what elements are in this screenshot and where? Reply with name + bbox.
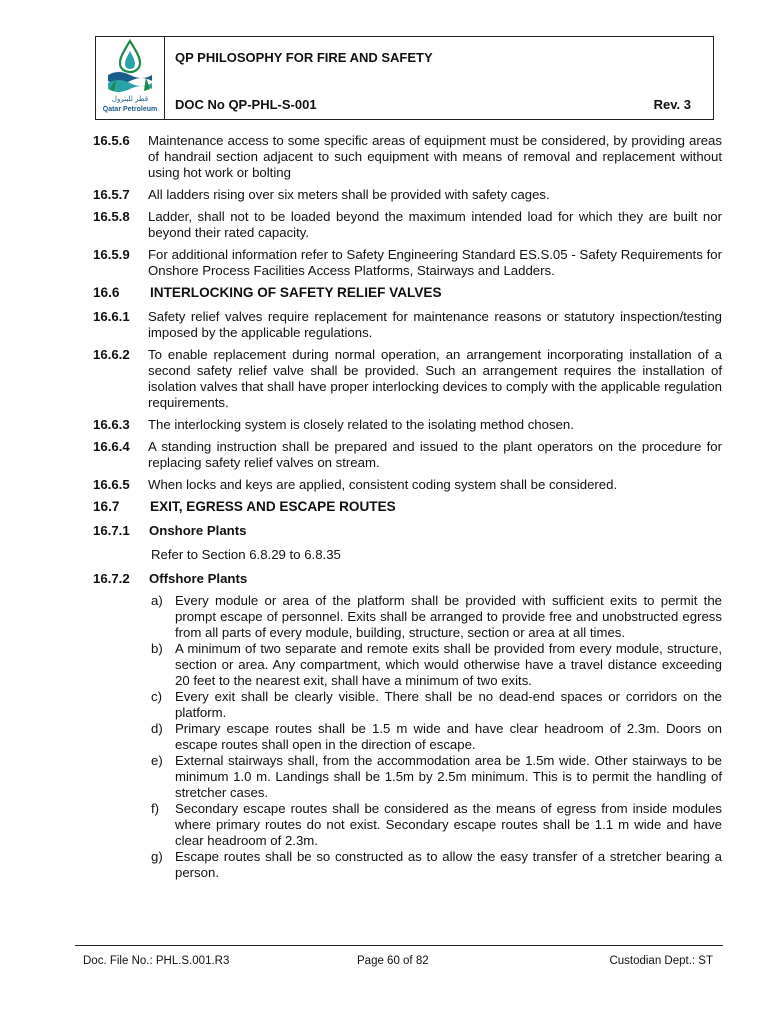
list-text: Every exit shall be clearly visible. There shall be no dead-end spaces or corridors on the platform. xyxy=(175,689,722,720)
footer-file-number: Doc. File No.: PHL.S.001.R3 xyxy=(83,955,230,967)
subsection-number: 16.7.2 xyxy=(93,571,130,586)
list-item xyxy=(151,641,722,689)
clause-16-5-9 xyxy=(93,247,722,279)
list-label: a) xyxy=(151,593,163,608)
footer-custodian: Custodian Dept.: ST xyxy=(609,955,713,967)
clause-number: 16.5.6 xyxy=(93,133,130,148)
clause-text: The interlocking system is closely related to the isolating method chosen. xyxy=(148,417,574,432)
clause-number: 16.6.3 xyxy=(93,417,130,432)
list-label: g) xyxy=(151,849,163,864)
clause-number: 16.5.7 xyxy=(93,187,130,202)
clause-text: Safety relief valves require replacement for maintenance reasons or statutory inspection/testing imposed by the applicable regulations. xyxy=(148,309,722,340)
clause-text: To enable replacement during normal operation, an arrangement incorporating installation of a second safety relief valve shall be provided. Such an arrangement requires the installation of isolation valves that shall have proper interlocking devices to comply with the applicable regulation requirements. xyxy=(148,347,722,410)
document-title: QP PHILOSOPHY FOR FIRE AND SAFETY xyxy=(175,50,433,65)
list-text: Every module or area of the platform shall be provided with sufficient exits to permit the prompt escape of personnel. Exits shall be arranged to provide free and unobstructed egress from all parts of every module, building, structure, section or area at all times. xyxy=(175,593,722,640)
logo-arabic-text: قطر للبترول xyxy=(111,95,149,103)
list-item xyxy=(151,593,722,641)
document-body xyxy=(93,133,722,881)
list-text: Primary escape routes shall be 1.5 m wide and have clear headroom of 2.3m. Doors on escape routes shall open in the direction of escape. xyxy=(175,721,722,752)
list-item xyxy=(151,721,722,753)
clause-16-6-5 xyxy=(93,477,722,493)
clause-16-5-6 xyxy=(93,133,722,181)
clause-16-6-1 xyxy=(93,309,722,341)
clause-text: For additional information refer to Safety Engineering Standard ES.S.05 - Safety Requirements for Onshore Process Facilities Access Platforms, Stairways and Ladders. xyxy=(148,247,722,278)
clause-number: 16.6.4 xyxy=(93,439,130,454)
offshore-requirements-list xyxy=(151,593,722,881)
clause-16-6-4 xyxy=(93,439,722,471)
clause-text: All ladders rising over six meters shall be provided with safety cages. xyxy=(148,187,550,202)
qatar-petroleum-logo-icon xyxy=(100,39,160,97)
clause-text: Maintenance access to some specific areas of equipment must be considered, by providing areas of handrail section adjacent to such equipment with means of removal and replacement without using hot work or bolting xyxy=(148,133,722,180)
document-number: DOC No QP-PHL-S-001 xyxy=(175,97,317,112)
section-title: EXIT, EGRESS AND ESCAPE ROUTES xyxy=(150,499,396,514)
list-label: d) xyxy=(151,721,163,736)
subsection-number: 16.7.1 xyxy=(93,523,130,538)
logo-english-text: Qatar Petroleum xyxy=(102,106,158,113)
list-text: A minimum of two separate and remote exits shall be provided from every module, structure, section or area. Any compartment, which would otherwise have a travel distance exceeding 20 feet to the nearest exit, shall have a minimum of two exits. xyxy=(175,641,722,688)
subsection-heading-16-7-2 xyxy=(93,571,722,587)
reference-note: Refer to Section 6.8.29 to 6.8.35 xyxy=(151,547,341,562)
section-number: 16.7 xyxy=(93,499,120,514)
list-item xyxy=(151,753,722,801)
list-label: e) xyxy=(151,753,163,768)
list-text: Secondary escape routes shall be considered as the means of egress from inside modules where primary routes do not exist. Secondary escape routes shall be 1.1 m wide and have clear headroom of 2.3m. xyxy=(175,801,722,848)
footer-page-number: Page 60 of 82 xyxy=(357,955,429,967)
clause-number: 16.5.8 xyxy=(93,209,130,224)
clause-text: Ladder, shall not to be loaded beyond the maximum intended load for which they are built nor beyond their rated capacity. xyxy=(148,209,722,240)
clause-16-5-8 xyxy=(93,209,722,241)
document-header xyxy=(95,36,714,120)
revision-label: Rev. 3 xyxy=(653,97,691,112)
section-heading-16-7 xyxy=(93,499,722,515)
subsection-heading-16-7-1 xyxy=(93,523,722,539)
footer-divider xyxy=(75,945,723,946)
clause-number: 16.6.5 xyxy=(93,477,130,492)
subsection-title: Onshore Plants xyxy=(149,523,247,538)
section-number: 16.6 xyxy=(93,285,120,300)
subsection-title: Offshore Plants xyxy=(149,571,248,586)
list-label: b) xyxy=(151,641,163,656)
list-item xyxy=(151,689,722,721)
clause-16-5-7 xyxy=(93,187,722,203)
section-title: INTERLOCKING OF SAFETY RELIEF VALVES xyxy=(150,285,442,300)
list-item xyxy=(151,849,722,881)
clause-number: 16.6.2 xyxy=(93,347,130,362)
clause-16-6-2 xyxy=(93,347,722,411)
list-label: c) xyxy=(151,689,162,704)
company-logo xyxy=(96,37,165,119)
clause-number: 16.5.9 xyxy=(93,247,130,262)
section-heading-16-6 xyxy=(93,285,722,301)
clause-number: 16.6.1 xyxy=(93,309,130,324)
list-text: Escape routes shall be so constructed as to allow the easy transfer of a stretcher bearing a person. xyxy=(175,849,722,880)
list-text: External stairways shall, from the accommodation area be 1.5m wide. Other stairways to be minimum 1.0 m. Landings shall be 1.5m by 2.5m minimum. This is to permit the handling of stretcher cases. xyxy=(175,753,722,800)
clause-text: When locks and keys are applied, consistent coding system shall be considered. xyxy=(148,477,618,492)
clause-16-6-3 xyxy=(93,417,722,433)
list-label: f) xyxy=(151,801,160,816)
list-item xyxy=(151,801,722,849)
clause-text: A standing instruction shall be prepared and issued to the plant operators on the procedure for replacing safety relief valves on stream. xyxy=(148,439,722,470)
